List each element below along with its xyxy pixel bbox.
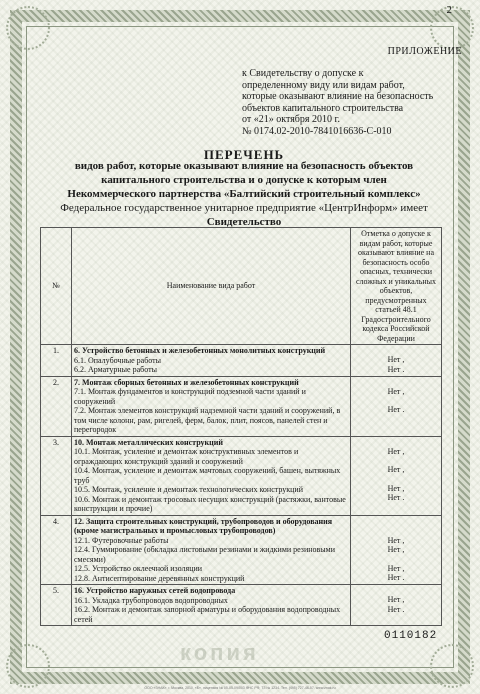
work-item: 12.1. Футеровочные работы xyxy=(74,535,169,545)
reference-line: № 0174.02-2010-7841016636-С-010 xyxy=(242,125,392,137)
corner-rosette xyxy=(6,644,50,688)
works-table xyxy=(40,227,442,626)
section-title: 12. Защита строительных конструкций, трубопроводов и оборудования (кроме магистральных и промысловых трубопроводов) xyxy=(74,516,333,535)
row-number: 2. xyxy=(41,376,72,436)
admission-value: Нет , xyxy=(387,446,405,456)
reference-line: объектов капитального строительства xyxy=(242,102,404,114)
document-title: ПЕРЕЧЕНЬ xyxy=(203,147,285,162)
row-works xyxy=(72,515,351,585)
header-admission-note: Отметка о допуске к видам работ, которые оказывают влияние на безопасность особо опасных, технически сложных и уникальных объектов, предусмотренных статьей 48.1 Градостроительного кодекса Российской Федерации xyxy=(351,228,442,345)
row-works xyxy=(72,345,351,377)
row-number: 5. xyxy=(41,585,72,626)
header-work-name: Наименование вида работ xyxy=(72,228,351,345)
row-works xyxy=(72,376,351,436)
reference-line: определенному виду или видам работ, xyxy=(242,79,405,91)
row-admission xyxy=(351,585,442,626)
work-item: 7.1. Монтаж фундаментов и конструкций подземной части зданий и сооружений xyxy=(74,387,306,406)
row-works xyxy=(72,436,351,515)
work-item: 12.8. Антисептирование деревянных конструкций xyxy=(74,573,245,583)
table-row xyxy=(41,436,442,515)
row-number: 1. xyxy=(41,345,72,377)
subtitle-line: Федеральное государственное унитарное предприятие «ЦентрИнформ» имеет xyxy=(60,202,428,214)
table-row xyxy=(41,345,442,377)
work-item: 12.5. Устройство оклеечной изоляции xyxy=(74,564,203,573)
row-admission xyxy=(351,376,442,436)
table-row xyxy=(41,376,442,436)
admission-value: Нет . xyxy=(387,364,405,374)
admission-value: Нет , xyxy=(387,535,405,545)
admission-value: Нет , xyxy=(387,563,405,573)
admission-value: Нет . xyxy=(387,405,405,414)
corner-rosette xyxy=(430,644,474,688)
work-item: 16.1. Укладка трубопроводов водопроводных xyxy=(74,595,228,605)
section-title: 6. Устройство бетонных и железобетонных монолитных конструкций xyxy=(74,346,326,355)
subtitle-line: Свидетельство xyxy=(206,216,282,228)
table-header-row xyxy=(41,228,442,345)
admission-value: Нет . xyxy=(387,604,405,614)
section-title: 7. Монтаж сборных бетонных и железобетонных конструкций xyxy=(74,377,299,387)
subtitle-line: видов работ, которые оказывают влияние на безопасность объектов xyxy=(74,160,414,172)
work-item: 7.2. Монтаж элементов конструкций надземной части зданий и сооружений, в том числе колонн, рам, ригелей, ферм, балок, плит, поясов, панелей стен и перегородок xyxy=(74,406,341,434)
corner-rosette xyxy=(430,6,474,50)
subtitle-line: Некоммерческого партнерства «Балтийский строительный комплекс» xyxy=(67,188,421,200)
row-admission xyxy=(351,436,442,515)
table-row xyxy=(41,515,442,585)
work-item: 10.6. Монтаж и демонтаж тросовых несущих конструкций (растяжки, вантовые конструкции и прочие) xyxy=(74,494,346,513)
section-title: 16. Устройство наружных сетей водопровода xyxy=(74,586,236,595)
admission-value: Нет , xyxy=(387,545,405,554)
reference-line: от «21» октября 2010 г. xyxy=(242,114,340,125)
subtitle-line: капитального строительства и о допуске к которым член xyxy=(101,174,387,186)
section-title: 10. Монтаж металлических конструкций xyxy=(74,437,223,447)
row-admission xyxy=(351,345,442,377)
work-item: 10.1. Монтаж, усиление и демонтаж конструктивных элементов и ограждающих конструкций зданий и сооружений xyxy=(74,447,299,466)
serial-number: 0110182 xyxy=(384,630,438,642)
work-item: 16.2. Монтаж и демонтаж запорной арматуры и оборудования водопроводных сетей xyxy=(74,605,341,624)
admission-value: Нет , xyxy=(387,483,405,493)
row-works xyxy=(72,585,351,626)
row-number: 3. xyxy=(41,436,72,515)
work-item: 12.4. Гуммирование (обкладка листовыми резинами и жидкими резиновыми смесями) xyxy=(74,545,336,564)
document-subtitle xyxy=(34,159,454,229)
certificate-reference xyxy=(242,68,452,137)
row-number: 4. xyxy=(41,515,72,585)
corner-rosette xyxy=(6,6,50,50)
admission-value: Нет , xyxy=(387,386,405,396)
page-number: 2 xyxy=(446,4,452,16)
copy-watermark: копия xyxy=(180,640,259,665)
header-num: № xyxy=(41,228,72,345)
work-item: 10.5. Монтаж, усиление и демонтаж технологических конструкций xyxy=(74,485,303,494)
reference-line: к Свидетельству о допуске к xyxy=(242,68,364,79)
admission-value: Нет , xyxy=(387,595,405,604)
reference-line: которые оказывают влияние на безопасность xyxy=(242,91,434,102)
admission-value: Нет , xyxy=(387,355,405,364)
appendix-label: ПРИЛОЖЕНИЕ xyxy=(387,46,462,57)
admission-value: Нет . xyxy=(387,493,405,502)
table-row xyxy=(41,585,442,626)
admission-value: Нет , xyxy=(387,465,405,474)
row-admission xyxy=(351,515,442,585)
admission-value: Нет . xyxy=(387,573,405,582)
work-item: 6.2. Арматурные работы xyxy=(74,365,157,374)
work-item: 6.1. Опалубочные работы xyxy=(74,355,162,365)
printer-footer: ООО «ЗНАК», г. Москва, 2010, «Б», лицензия № 05-05-09/003 ФНС РФ, ТЗ № 1234. Тел. (495) 727-46-57. www.znak.ru xyxy=(144,686,336,690)
work-item: 10.4. Монтаж, усиление и демонтаж мачтовых сооружений, башен, вытяжных труб xyxy=(74,466,341,485)
